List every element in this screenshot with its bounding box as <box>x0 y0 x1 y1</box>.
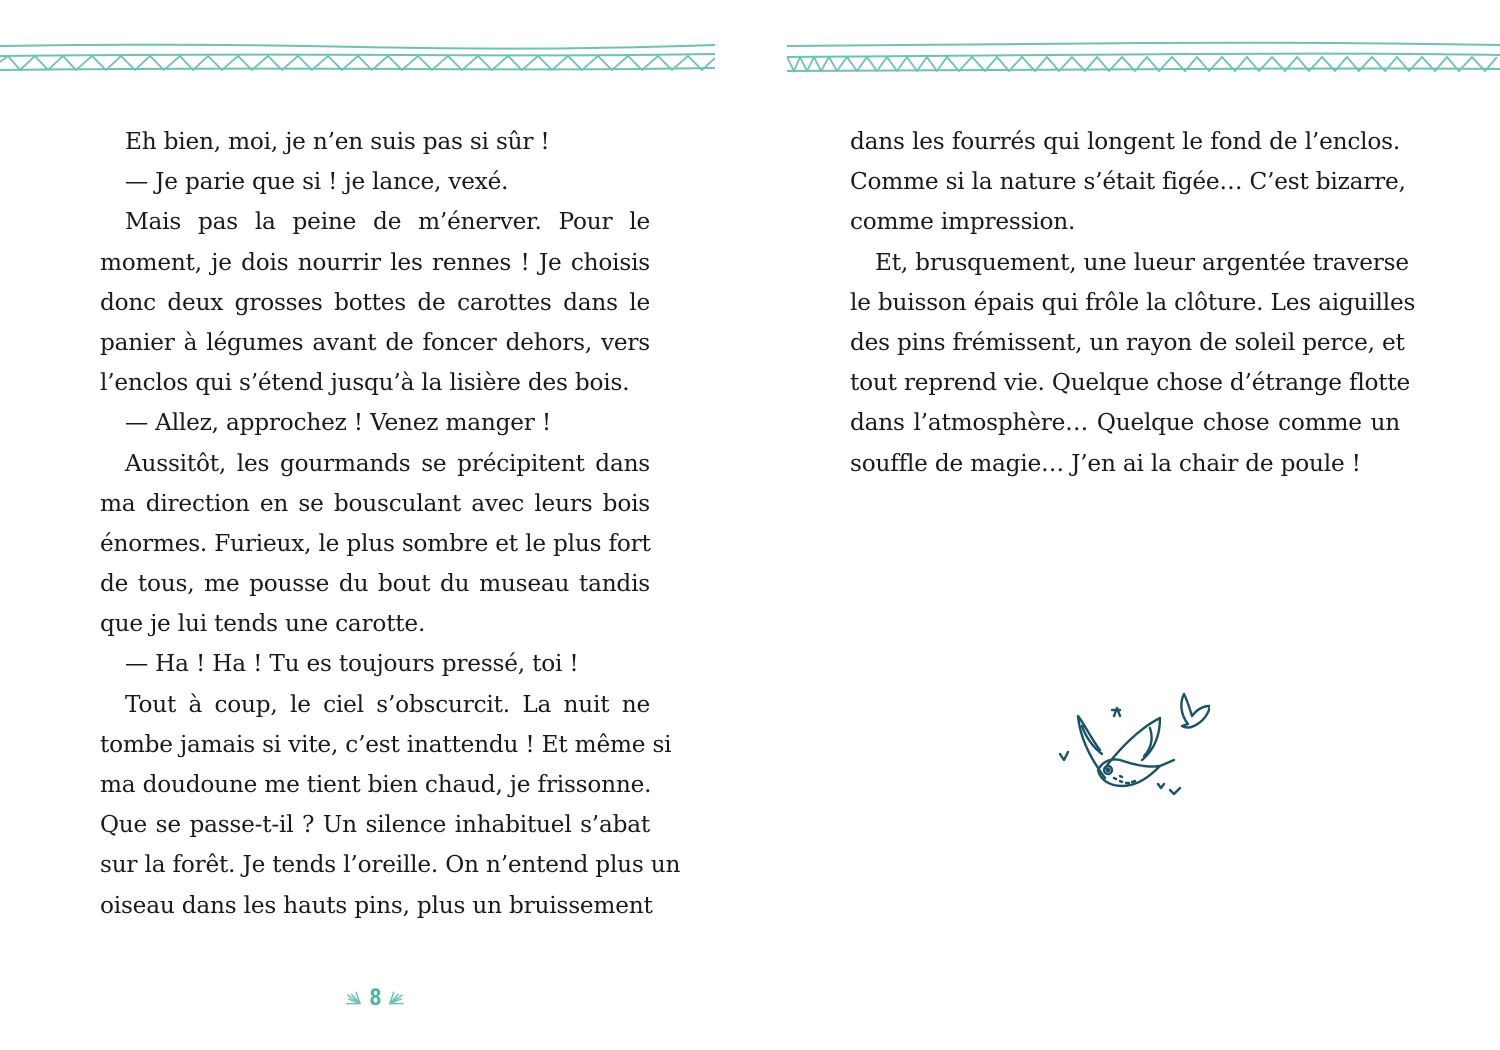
text-line: ma doudoune me tient bien chaud, je frissonne. <box>100 771 652 798</box>
text-line: dans les fourrés qui longent le fond de l’enclos. <box>850 128 1400 155</box>
text-line: sur la forêt. Je tends l’oreille. On n’entend plus un <box>100 851 681 879</box>
grass-sprig-right-icon <box>388 990 405 1006</box>
text-line: moment, je dois nourrir les rennes ! Je choisis <box>100 248 650 276</box>
text-line: l’enclos qui s’étend jusqu’à la lisière des bois. <box>100 369 630 397</box>
text-line: — Je parie que si ! je lance, vexé. <box>125 168 509 196</box>
text-line: Mais pas la peine de m’énerver. Pour le <box>125 208 650 236</box>
grass-sprig-left-icon <box>345 990 362 1006</box>
text-line: donc deux grosses bottes de carottes dans le <box>100 288 650 316</box>
text-line: — Allez, approchez ! Venez manger ! <box>125 409 551 437</box>
birds-icon <box>1050 688 1210 800</box>
zigzag-border-icon <box>0 40 715 76</box>
text-line: Aussitôt, les gourmands se précipitent dans <box>125 449 650 477</box>
body-text-left <box>100 122 681 926</box>
text-line: tout reprend vie. Quelque chose d’étrange flotte <box>850 369 1411 397</box>
page-number <box>345 982 405 1014</box>
text-line: oiseau dans les hauts pins, plus un bruissement <box>100 891 653 919</box>
text-line: souffle de magie… J’en ai la chair de poule ! <box>850 449 1361 477</box>
zigzag-border-icon <box>787 40 1500 76</box>
text-line: comme impression. <box>850 208 1076 236</box>
text-line: le buisson épais qui frôle la clôture. Les aiguilles <box>850 288 1416 316</box>
text-line: de tous, me pousse du bout du museau tandis <box>100 570 650 598</box>
text-line: Comme si la nature s’était figée… C’est bizarre, <box>850 168 1406 196</box>
text-line: que je lui tends une carotte. <box>100 610 426 638</box>
text-line: tombe jamais si vite, c’est inattendu ! Et même si <box>100 730 672 758</box>
text-line: Que se passe-t-il ? Un silence inhabituel s’abat <box>100 811 650 839</box>
text-line: Et, brusquement, une lueur argentée traverse <box>875 248 1409 276</box>
text-line: Tout à coup, le ciel s’obscurcit. La nuit ne <box>125 690 650 718</box>
text-line: — Ha ! Ha ! Tu es toujours pressé, toi ! <box>125 650 579 678</box>
text-line: des pins frémissent, un rayon de soleil perce, et <box>850 328 1405 356</box>
body-text-right <box>850 122 1416 484</box>
right-page <box>750 0 1500 1050</box>
text-line: ma direction en se bousculant avec leurs bois <box>100 489 650 517</box>
text-line: énormes. Furieux, le plus sombre et le plus fort <box>100 529 651 557</box>
text-line: Eh bien, moi, je n’en suis pas si sûr ! <box>125 128 550 155</box>
page-number-value: 8 <box>369 985 381 1011</box>
text-line: panier à légumes avant de foncer dehors, vers <box>100 328 650 356</box>
text-line: dans l’atmosphère… Quelque chose comme un <box>850 409 1400 437</box>
